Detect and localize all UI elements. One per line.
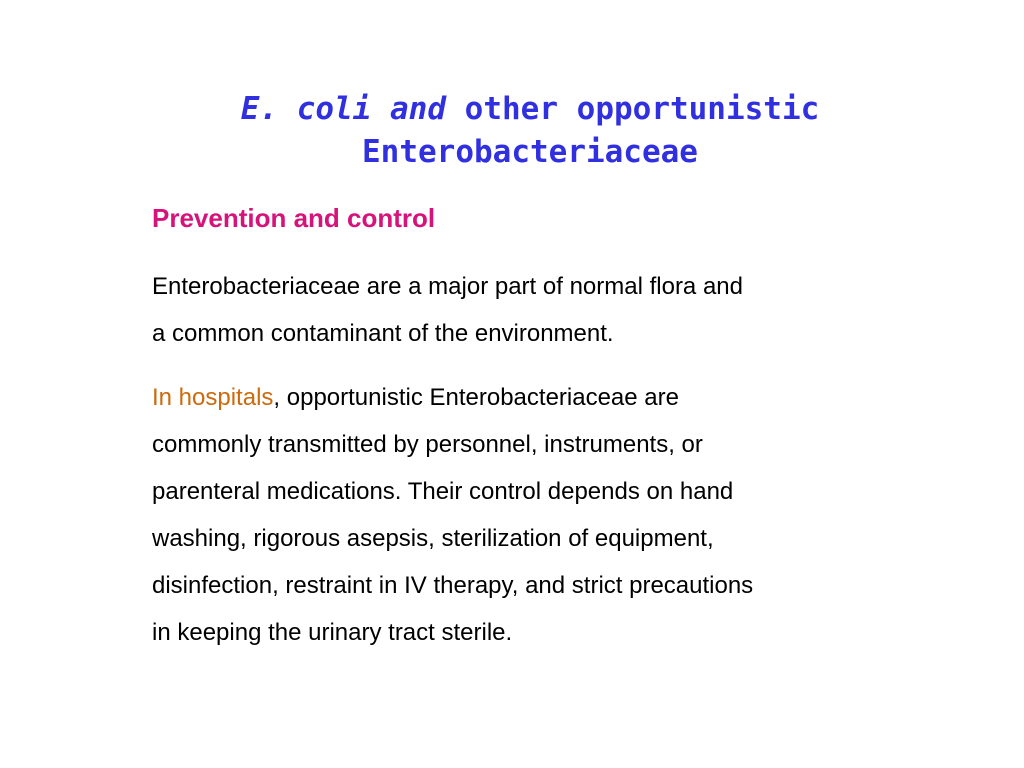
paragraph-line: in keeping the urinary tract sterile. (152, 619, 513, 646)
paragraph-hospitals (152, 374, 912, 656)
slide-title (200, 88, 860, 174)
paragraph-normal-flora (152, 263, 912, 357)
slide-title-line-2: Enterobacteriaceae (362, 134, 698, 170)
paragraph-line: commonly transmitted by personnel, instruments, or (152, 431, 703, 458)
slide-title-line-1 (200, 88, 860, 131)
paragraph-line: disinfection, restraint in IV therapy, and strict precautions (152, 572, 754, 599)
section-heading: Prevention and control (152, 203, 436, 233)
paragraph-line: a common contaminant of the environment. (152, 320, 614, 347)
highlight-in-hospitals: In hospitals (152, 384, 274, 411)
paragraph-line: washing, rigorous asepsis, sterilization of equipment, (152, 525, 714, 552)
paragraph-line (152, 374, 912, 421)
slide-title-italic: E. coli and (240, 91, 447, 127)
slide-title-rest: other opportunistic (446, 91, 820, 127)
paragraph-line: Enterobacteriaceae are a major part of normal flora and (152, 273, 743, 300)
paragraph-line: parenteral medications. Their control depends on hand (152, 478, 734, 505)
paragraph-line-rest: , opportunistic Enterobacteriaceae are (273, 384, 679, 411)
